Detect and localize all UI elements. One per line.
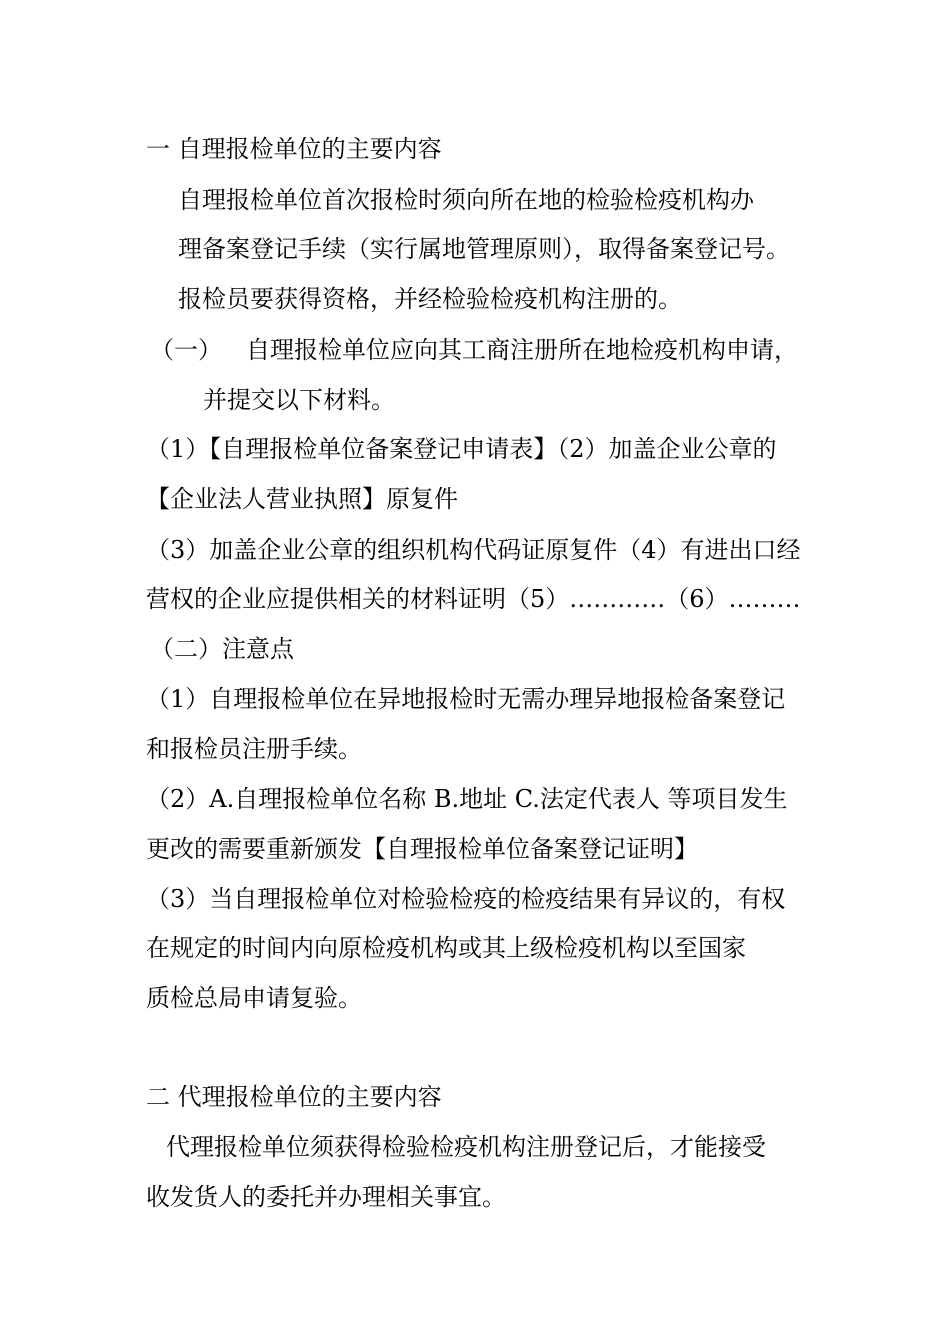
subsection-2-heading: （二）注意点 (150, 635, 294, 663)
note-line: 在规定的时间内向原检疫机构或其上级检疫机构以至国家 (146, 934, 746, 962)
materials-line: 营权的企业应提供相关的材料证明（5）…………（6）……… (146, 585, 801, 613)
materials-line: （1）【自理报检单位备案登记申请表】（2）加盖企业公章的 (146, 435, 777, 463)
note-line: （3）当自理报检单位对检验检疫的检疫结果有异议的，有权 (146, 885, 786, 913)
note-line: 质检总局申请复验。 (146, 984, 362, 1012)
section-2-body-line: 代理报检单位须获得检验检疫机构注册登记后，才能接受 (166, 1133, 766, 1161)
note-line: 更改的需要重新颁发【自理报检单位备案登记证明】 (146, 835, 698, 863)
section-1-heading: 一 自理报检单位的主要内容 (146, 135, 442, 163)
section-2-heading: 二 代理报检单位的主要内容 (146, 1083, 442, 1111)
subsection-1-text: 并提交以下材料。 (203, 386, 395, 414)
materials-line: （3）加盖企业公章的组织机构代码证原复件（4）有进出口经 (146, 536, 801, 564)
note-line: （1）自理报检单位在异地报检时无需办理异地报检备案登记 (146, 685, 786, 713)
subsection-1-label: （一） (150, 336, 222, 364)
section-1-intro-line: 理备案登记手续（实行属地管理原则），取得备案登记号。 (178, 235, 790, 263)
subsection-1-text: 自理报检单位应向其工商注册所在地检疫机构申请， (246, 336, 798, 364)
materials-line: 【企业法人营业执照】原复件 (146, 485, 458, 513)
note-line: （2）A.自理报检单位名称 B.地址 C.法定代表人 等项目发生 (146, 785, 788, 813)
note-line: 和报检员注册手续。 (146, 735, 362, 763)
section-1-intro-line: 报检员要获得资格，并经检验检疫机构注册的。 (178, 285, 682, 313)
section-1-intro-line: 自理报检单位首次报检时须向所在地的检验检疫机构办 (178, 186, 754, 214)
section-2-body-line: 收发货人的委托并办理相关事宜。 (146, 1183, 506, 1211)
